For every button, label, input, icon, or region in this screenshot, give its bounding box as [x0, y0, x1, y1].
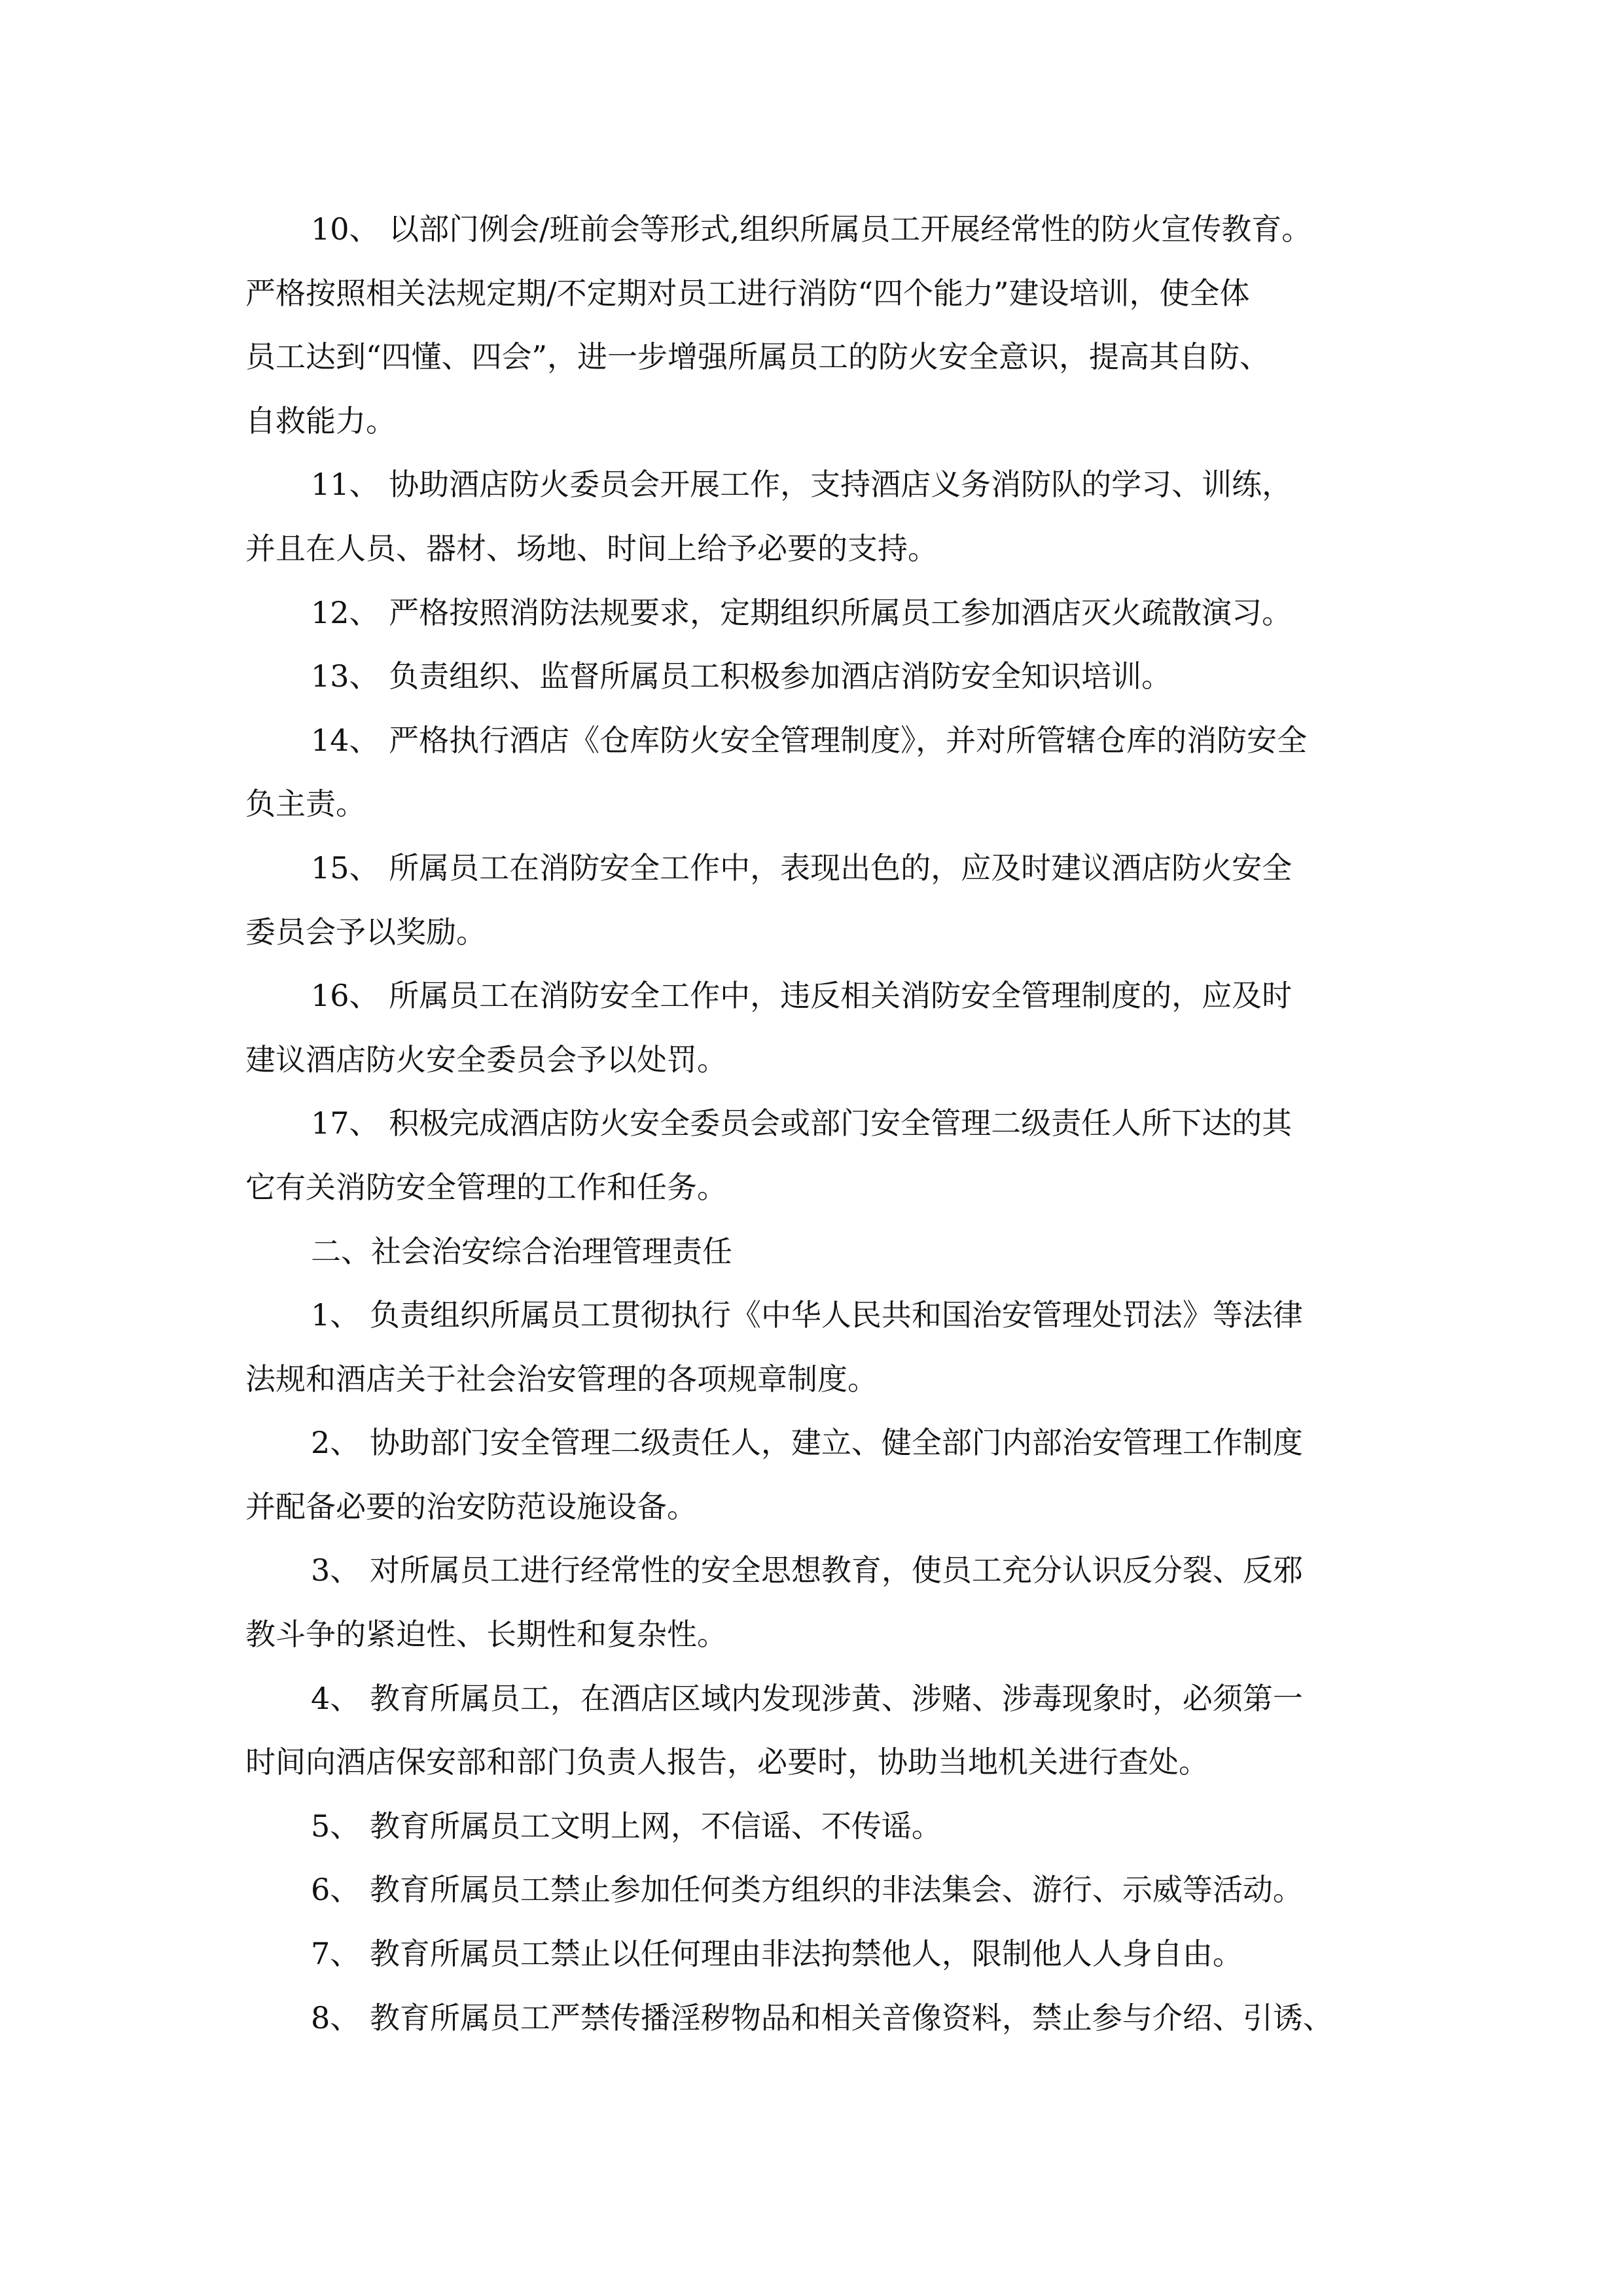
item-7: 7、 教育所属员工禁止以任何理由非法拘禁他人，限制他人人身自由。 [311, 1936, 1243, 1972]
paragraph-11-line-2: 并且在人员、器材、场地、时间上给予必要的支持。 [245, 530, 938, 566]
paragraph-15-line-1: 15、 所属员工在消防安全工作中，表现出色的，应及时建议酒店防火安全 [311, 850, 1293, 886]
item-3-line-2: 教斗争的紧迫性、长期性和复杂性。 [245, 1617, 727, 1653]
paragraph-16-line-2: 建议酒店防火安全委员会予以处罚。 [245, 1041, 727, 1077]
paragraph-12: 12、 严格按照消防法规要求，定期组织所属员工参加酒店灭火疏散演习。 [311, 594, 1293, 630]
item-4-line-2: 时间向酒店保安部和部门负责人报告，必要时，协助当地机关进行查处。 [245, 1744, 1209, 1780]
paragraph-10-line-2: 严格按照相关法规定期/不定期对员工进行消防“四个能力”建设培训，使全体 [245, 275, 1250, 311]
paragraph-10-line-4: 自救能力。 [245, 403, 396, 439]
item-2-line-2: 并配备必要的治安防范设施设备。 [245, 1488, 697, 1524]
paragraph-11-line-1: 11、 协助酒店防火委员会开展工作，支持酒店义务消防队的学习、训练， [311, 467, 1293, 503]
paragraph-17-line-1: 17、 积极完成酒店防火安全委员会或部门安全管理二级责任人所下达的其 [311, 1105, 1293, 1141]
paragraph-14-line-1: 14、 严格执行酒店《仓库防火安全管理制度》，并对所管辖仓库的消防安全 [311, 722, 1308, 758]
paragraph-10-line-1: 10、 以部门例会/班前会等形式,组织所属员工开展经常性的防火宣传教育。 [311, 211, 1312, 247]
item-8-line-1: 8、 教育所属员工严禁传播淫秽物品和相关音像资料，禁止参与介绍、引诱、 [311, 2000, 1333, 2036]
paragraph-14-line-2: 负主责。 [245, 786, 366, 822]
paragraph-17-line-2: 它有关消防安全管理的工作和任务。 [245, 1169, 727, 1205]
item-2-line-1: 2、 协助部门安全管理二级责任人，建立、健全部门内部治安管理工作制度 [311, 1425, 1303, 1461]
item-4-line-1: 4、 教育所属员工，在酒店区域内发现涉黄、涉赌、涉毒现象时，必须第一 [311, 1680, 1303, 1716]
paragraph-15-line-2: 委员会予以奖励。 [245, 914, 486, 950]
item-1-line-2: 法规和酒店关于社会治安管理的各项规章制度。 [245, 1361, 878, 1397]
item-3-line-1: 3、 对所属员工进行经常性的安全思想教育，使员工充分认识反分裂、反邪 [311, 1552, 1303, 1588]
section-heading: 二、社会治安综合治理管理责任 [311, 1233, 732, 1269]
item-6: 6、 教育所属员工禁止参加任何类方组织的非法集会、游行、示威等活动。 [311, 1872, 1303, 1908]
item-5: 5、 教育所属员工文明上网，不信谣、不传谣。 [311, 1808, 942, 1844]
paragraph-16-line-1: 16、 所属员工在消防安全工作中，违反相关消防安全管理制度的，应及时 [311, 978, 1293, 1014]
paragraph-10-line-3: 员工达到“四懂、四会”，进一步增强所属员工的防火安全意识，提高其自防、 [245, 339, 1270, 375]
item-1-line-1: 1、 负责组织所属员工贯彻执行《中华人民共和国治安管理处罚法》等法律 [311, 1297, 1303, 1333]
document-body [245, 198, 1404, 2050]
paragraph-13: 13、 负责组织、监督所属员工积极参加酒店消防安全知识培训。 [311, 658, 1172, 694]
